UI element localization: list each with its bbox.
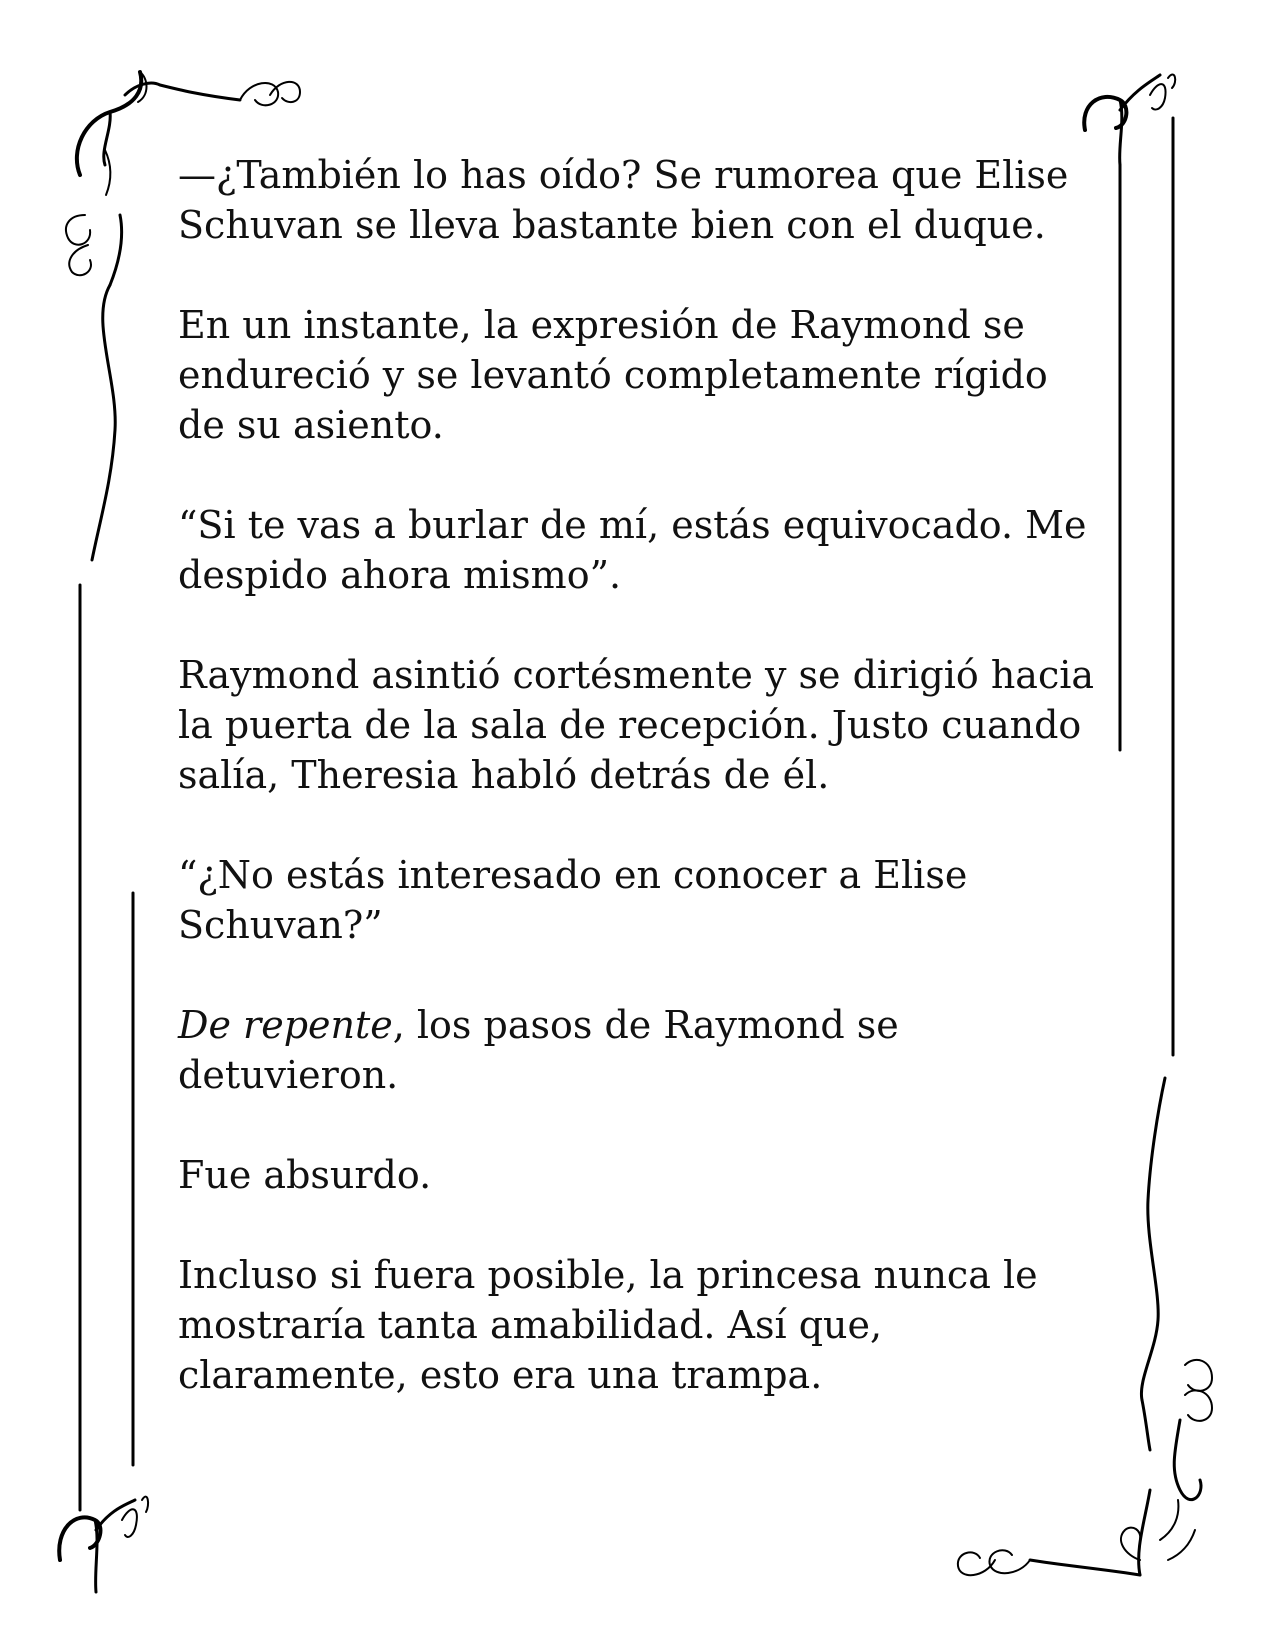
paragraph-1: —¿También lo has oído? Se rumorea que Elise Schuvan se lleva bastante bien con el duque. [178, 153, 1069, 247]
paragraph-4: Raymond asintió cortésmente y se dirigió hacia la puerta de la sala de recepción. Justo cuando salía, Theresia habló detrás de él. [178, 653, 1095, 797]
flourish-bottom-left [59, 1497, 148, 1592]
paragraph-2: En un instante, la expresión de Raymond se endureció y se levantó completamente rígido de su asiento. [178, 303, 1048, 447]
paragraph-7: Fue absurdo. [178, 1153, 432, 1197]
paragraph-6-italic: De repente [178, 1003, 393, 1047]
paragraph-8: Incluso si fuera posible, la princesa nunca le mostraría tanta amabilidad. Así que, claramente, esto era una trampa. [178, 1253, 1038, 1397]
document-body [178, 150, 1098, 1400]
paragraph-6 [178, 1000, 1098, 1100]
paragraph-5: “¿No estás interesado en conocer a Elise Schuvan?” [178, 853, 968, 947]
paragraph-6-text: , los pasos de Raymond se detuvieron. [178, 1003, 899, 1097]
paragraph-3: “Si te vas a burlar de mí, estás equivocado. Me despido ahora mismo”. [178, 503, 1087, 597]
